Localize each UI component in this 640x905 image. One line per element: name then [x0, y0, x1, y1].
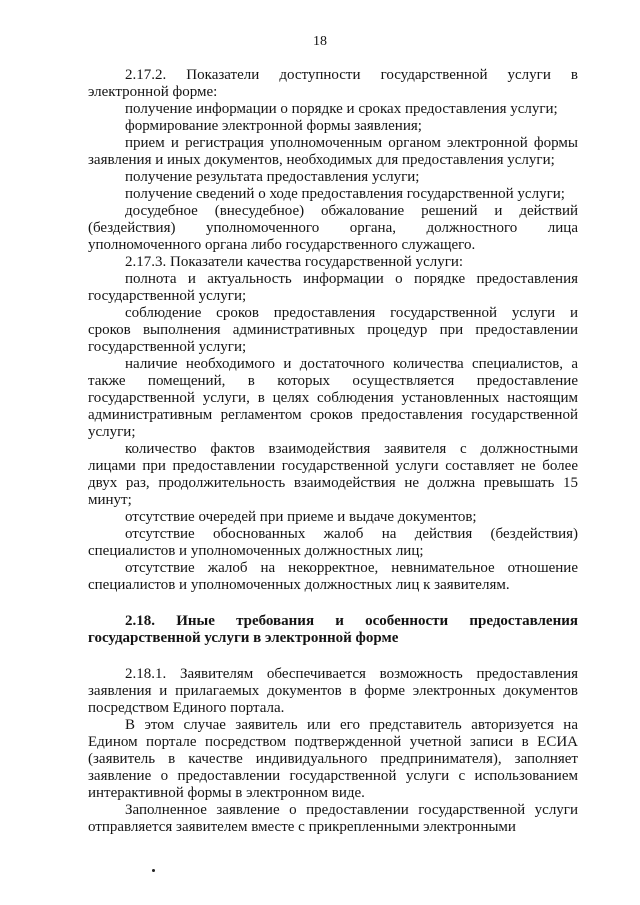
paragraph-line: государственной услуги; [88, 339, 247, 355]
page-number: 18 [313, 34, 327, 49]
paragraph [88, 560, 578, 594]
paragraph-line: заявление о предоставлении государственной услуги с использованием [88, 768, 578, 784]
paragraph [88, 802, 578, 836]
paragraph [88, 441, 578, 509]
paragraph [88, 203, 578, 254]
paragraph [88, 169, 578, 186]
paragraph-line: двух раз, продолжительность взаимодействия не должна превышать 15 [88, 475, 578, 491]
paragraph-line: количество фактов взаимодействия заявителя с должностными [125, 441, 578, 457]
paragraph [88, 67, 578, 101]
paragraph [88, 118, 578, 135]
paragraph-line: электронной форме: [88, 84, 218, 100]
paragraph-line: специалистов и уполномоченных должностных лиц к заявителям. [88, 577, 510, 593]
paragraph-line: получение информации о порядке и сроках предоставления услуги; [125, 101, 558, 117]
paragraph-line: 2.18.1. Заявителям обеспечивается возможность предоставления [125, 666, 578, 682]
paragraph-line: административным регламентом сроков предоставления государственной [88, 407, 578, 423]
paragraph [88, 526, 578, 560]
paragraph-line: формирование электронной формы заявления; [125, 118, 422, 134]
paragraph [88, 271, 578, 305]
paragraph-line: государственной услуги; [88, 288, 247, 304]
paragraph-line: заявления и прилагаемых документов в форме электронных документов [88, 683, 578, 699]
paragraph-line: отсутствие очередей при приеме и выдаче документов; [125, 509, 477, 525]
paragraph-line: (бездействия) уполномоченного органа, должностного лица [88, 220, 578, 236]
paragraph [88, 509, 578, 526]
paragraph-line: получение результата предоставления услуги; [125, 169, 420, 185]
section-2-18-1 [88, 666, 578, 836]
document-body [88, 67, 578, 836]
paragraph-line: Едином портале посредством подтвержденной учетной записи в ЕСИА [88, 734, 578, 750]
paragraph-line: отсутствие жалоб на некорректное, невнимательное отношение [125, 560, 578, 576]
paragraph-line: специалистов и уполномоченных должностных лиц; [88, 543, 424, 559]
paragraph-line: отсутствие обоснованных жалоб на действия (бездействия) [125, 526, 578, 542]
paragraph-line: прием и регистрация уполномоченным органом электронной формы [125, 135, 578, 151]
paragraph-line: получение сведений о ходе предоставления государственной услуги; [125, 186, 565, 202]
paragraph [88, 186, 578, 203]
paragraph-line: (заявитель в качестве индивидуального предпринимателя), заполняет [88, 751, 578, 767]
paragraph-line: услуги; [88, 424, 136, 440]
paragraph [88, 101, 578, 118]
heading-line: 2.18. Иные требования и особенности предоставления [125, 613, 578, 629]
paragraph-line: 2.17.3. Показатели качества государственной услуги: [125, 254, 464, 270]
paragraph-line: заявления и иных документов, необходимых для предоставления услуги; [88, 152, 555, 168]
paragraph [88, 135, 578, 169]
paragraph-line: также помещений, в которых осуществляется предоставление [88, 373, 578, 389]
paragraph-line: соблюдение сроков предоставления государственной услуги и [125, 305, 578, 321]
section-heading-2-18 [88, 613, 578, 647]
paragraph-line: наличие необходимого и достаточного количества специалистов, а [125, 356, 578, 372]
section-2-17 [88, 67, 578, 594]
paragraph-line: 2.17.2. Показатели доступности государственной услуги в [125, 67, 578, 83]
paragraph [88, 356, 578, 441]
paragraph [88, 717, 578, 802]
paragraph [88, 254, 578, 271]
paragraph-line: посредством Единого портала. [88, 700, 285, 716]
paragraph-line: уполномоченного органа либо государственного служащего. [88, 237, 476, 253]
paragraph-line: государственной услуги, в целях соблюдения установленных настоящим [88, 390, 578, 406]
heading-line: государственной услуги в электронной форме [88, 630, 399, 646]
paragraph-line: лицами при предоставлении государственной услуги составляет не более [88, 458, 578, 474]
paragraph [88, 666, 578, 717]
paragraph-line: интерактивной формы в электронном виде. [88, 785, 365, 801]
paragraph [88, 305, 578, 356]
paragraph-line: полнота и актуальность информации о порядке предоставления [125, 271, 578, 287]
paragraph-line: отправляется заявителем вместе с прикрепленными электронными [88, 819, 516, 835]
scan-speck [152, 869, 155, 872]
paragraph-line: минут; [88, 492, 132, 508]
paragraph-line: Заполненное заявление о предоставлении государственной услуги [125, 802, 578, 818]
paragraph-line: досудебное (внесудебное) обжалование решений и действий [125, 203, 578, 219]
paragraph-line: сроков выполнения административных процедур при предоставлении [88, 322, 578, 338]
paragraph-line: В этом случае заявитель или его представитель авторизуется на [125, 717, 578, 733]
